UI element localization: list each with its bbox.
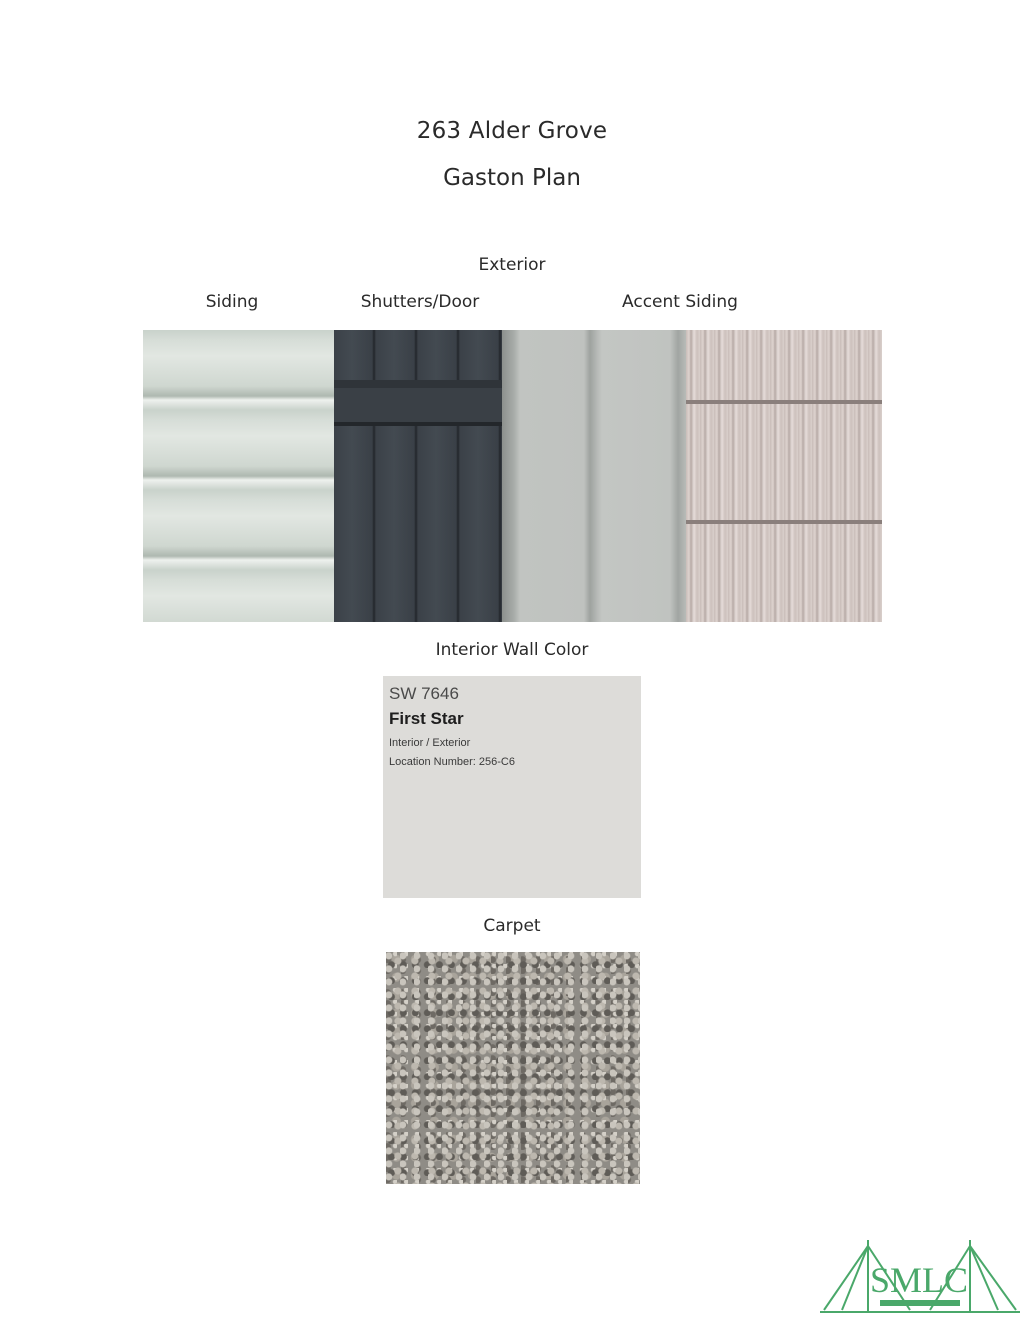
address-title: 263 Alder Grove [416, 118, 608, 144]
interior-wall-heading: Interior Wall Color [435, 640, 589, 660]
shutters-door-label: Shutters/Door [360, 292, 480, 312]
shutters-swatch [334, 330, 502, 622]
trim-door-swatch [502, 330, 686, 622]
accent-siding-label: Accent Siding [622, 292, 738, 312]
carpet-swatch [386, 952, 640, 1184]
paint-color-card [383, 676, 641, 898]
accent-siding-swatch [686, 330, 882, 622]
paint-name: First Star [389, 709, 464, 728]
siding-label: Siding [205, 292, 259, 312]
exterior-heading: Exterior [478, 255, 546, 275]
paint-location: Location Number: 256-C6 [389, 756, 515, 768]
paint-code: SW 7646 [389, 684, 459, 703]
svg-text:SMLC: SMLC [869, 1260, 969, 1300]
plan-title: Gaston Plan [443, 165, 581, 191]
paint-usage: Interior / Exterior [389, 737, 471, 749]
smlc-logo [820, 1236, 1020, 1322]
siding-swatch [143, 330, 334, 622]
carpet-heading: Carpet [483, 916, 541, 936]
